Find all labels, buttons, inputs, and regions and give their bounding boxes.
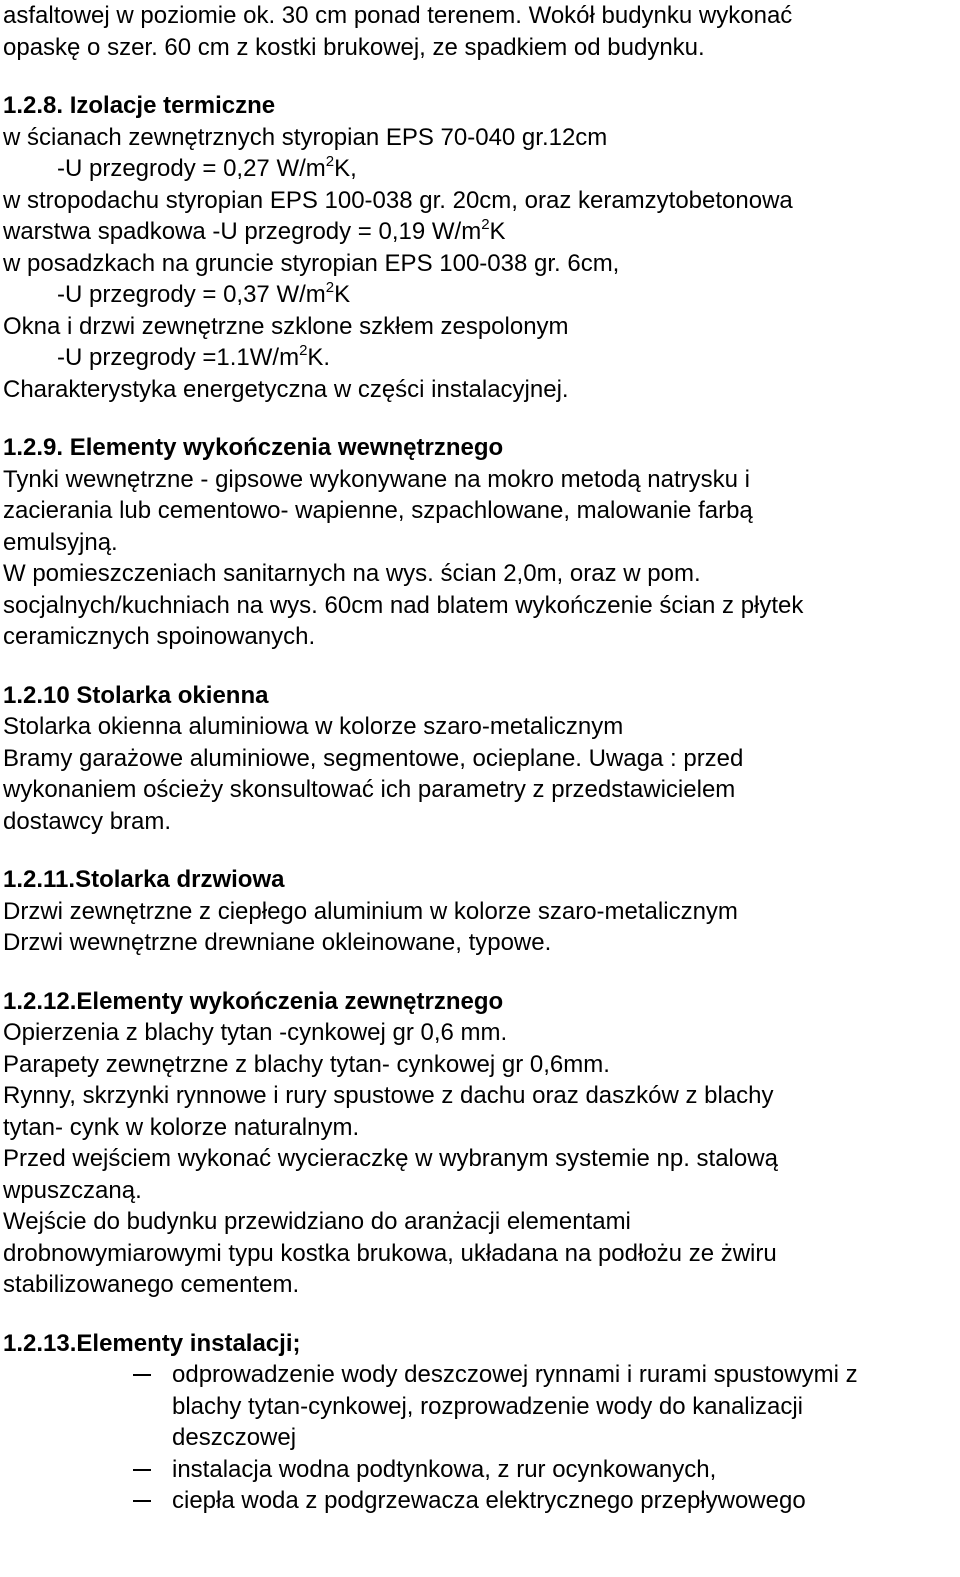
text-line: ceramicznych spoinowanych. bbox=[3, 623, 316, 650]
superscript: 2 bbox=[481, 216, 490, 233]
text-line: ciepła woda z podgrzewacza elektrycznego przepływowego bbox=[172, 1487, 806, 1514]
text-line: dostawcy bram. bbox=[3, 807, 172, 835]
text-span: -U przegrody = 0,27 W/m bbox=[57, 155, 326, 182]
document-page bbox=[3, 0, 958, 1517]
list-item bbox=[3, 1359, 958, 1454]
text-line: Opierzenia z blachy tytan -cynkowej gr 0,6 mm. bbox=[3, 1019, 508, 1046]
section-heading: 1.2.9. Elementy wykończenia wewnętrznego bbox=[3, 434, 504, 461]
u-value-line bbox=[3, 279, 958, 311]
text-line: w stropodachu styropian EPS 100-038 gr. 20cm, oraz keramzytobetonowa bbox=[3, 186, 793, 214]
text-span: K bbox=[489, 218, 506, 245]
text-line: Tynki wewnętrzne - gipsowe wykonywane na mokro metodą natrysku i bbox=[3, 465, 750, 493]
text-line: Drzwi zewnętrzne z ciepłego aluminium w kolorze szaro-metalicznym bbox=[3, 897, 738, 925]
spacer bbox=[3, 1301, 958, 1328]
section-1-2-11 bbox=[3, 864, 958, 959]
installation-list bbox=[3, 1359, 958, 1517]
dash-bullet-icon bbox=[133, 1469, 151, 1471]
section-heading: 1.2.13.Elementy instalacji; bbox=[3, 1329, 301, 1357]
section-1-2-8 bbox=[3, 90, 958, 405]
list-item bbox=[3, 1485, 958, 1517]
text-span: K bbox=[334, 281, 351, 308]
section-1-2-12 bbox=[3, 986, 958, 1301]
text-line: wykonaniem ościeży skonsultować ich parametry z przedstawicielem bbox=[3, 776, 736, 803]
text-line: stabilizowanego cementem. bbox=[3, 1271, 300, 1298]
spacer bbox=[3, 959, 958, 986]
text-span: K, bbox=[334, 155, 357, 182]
text-line: opaskę o szer. 60 cm z kostki brukowej, ze spadkiem od budynku. bbox=[3, 33, 705, 61]
text-line: Bramy garażowe aluminiowe, segmentowe, ocieplane. Uwaga : przed bbox=[3, 744, 744, 772]
text-span: warstwa spadkowa -U przegrody = 0,19 W/m bbox=[3, 218, 482, 245]
text-line: zacierania lub cementowo- wapienne, szpachlowane, malowanie farbą bbox=[3, 497, 753, 524]
intro-block bbox=[3, 0, 958, 63]
section-heading: 1.2.12.Elementy wykończenia zewnętrznego bbox=[3, 987, 504, 1015]
text-span: K. bbox=[307, 344, 331, 371]
section-heading: 1.2.8. Izolacje termiczne bbox=[3, 92, 276, 119]
section-heading: 1.2.11.Stolarka drzwiowa bbox=[3, 866, 285, 893]
section-1-2-10 bbox=[3, 680, 958, 838]
text-line: odprowadzenie wody deszczowej rynnami i rurami spustowymi z bbox=[172, 1361, 858, 1388]
text-line: emulsyjną. bbox=[3, 528, 118, 556]
spacer bbox=[3, 405, 958, 432]
superscript: 2 bbox=[325, 153, 335, 170]
text-line: w ścianach zewnętrznych styropian EPS 70-040 gr.12cm bbox=[3, 123, 608, 151]
superscript: 2 bbox=[325, 279, 335, 296]
u-value-line bbox=[3, 342, 958, 374]
text-line: Okna i drzwi zewnętrzne szklone szkłem zespolonym bbox=[3, 312, 569, 340]
text-span: -U przegrody = 0,37 W/m bbox=[57, 281, 326, 308]
text-line: Drzwi wewnętrzne drewniane okleinowane, typowe. bbox=[3, 929, 552, 956]
u-value-line bbox=[3, 153, 958, 185]
dash-bullet-icon bbox=[133, 1374, 151, 1376]
text-line: W pomieszczeniach sanitarnych na wys. ścian 2,0m, oraz w pom. bbox=[3, 560, 701, 587]
section-heading: 1.2.10 Stolarka okienna bbox=[3, 681, 269, 709]
text-span: -U przegrody =1.1W/m bbox=[57, 344, 300, 371]
section-1-2-9 bbox=[3, 432, 958, 653]
u-value-line bbox=[3, 216, 958, 248]
text-line: deszczowej bbox=[172, 1424, 297, 1451]
superscript: 2 bbox=[299, 342, 308, 359]
text-line: w posadzkach na gruncie styropian EPS 100-038 gr. 6cm, bbox=[3, 249, 620, 277]
text-line: wpuszczaną. bbox=[3, 1176, 142, 1204]
text-line: Przed wejściem wykonać wycieraczkę w wybranym systemie np. stalową bbox=[3, 1145, 778, 1172]
text-line: socjalnych/kuchniach na wys. 60cm nad blatem wykończenie ścian z płytek bbox=[3, 591, 804, 619]
text-line: Stolarka okienna aluminiowa w kolorze szaro-metalicznym bbox=[3, 713, 624, 740]
spacer bbox=[3, 837, 958, 864]
text-line: instalacja wodna podtynkowa, z rur ocynkowanych, bbox=[172, 1455, 717, 1483]
text-line: blachy tytan-cynkowej, rozprowadzenie wody do kanalizacji bbox=[172, 1392, 803, 1420]
text-line: Rynny, skrzynki rynnowe i rury spustowe z dachu oraz daszków z blachy bbox=[3, 1082, 774, 1109]
text-line: Wejście do budynku przewidziano do aranżacji elementami bbox=[3, 1208, 631, 1235]
text-line: drobnowymiarowymi typu kostka brukowa, układana na podłożu ze żwiru bbox=[3, 1239, 777, 1267]
text-line: tytan- cynk w kolorze naturalnym. bbox=[3, 1113, 360, 1141]
list-item bbox=[3, 1454, 958, 1486]
spacer bbox=[3, 63, 958, 90]
dash-bullet-icon bbox=[133, 1500, 151, 1502]
text-line: asfaltowej w poziomie ok. 30 cm ponad terenem. Wokół budynku wykonać bbox=[3, 2, 793, 29]
text-line: Parapety zewnętrzne z blachy tytan- cynkowej gr 0,6mm. bbox=[3, 1050, 610, 1078]
section-1-2-13 bbox=[3, 1328, 958, 1517]
spacer bbox=[3, 653, 958, 680]
text-line: Charakterystyka energetyczna w części instalacyjnej. bbox=[3, 375, 569, 403]
